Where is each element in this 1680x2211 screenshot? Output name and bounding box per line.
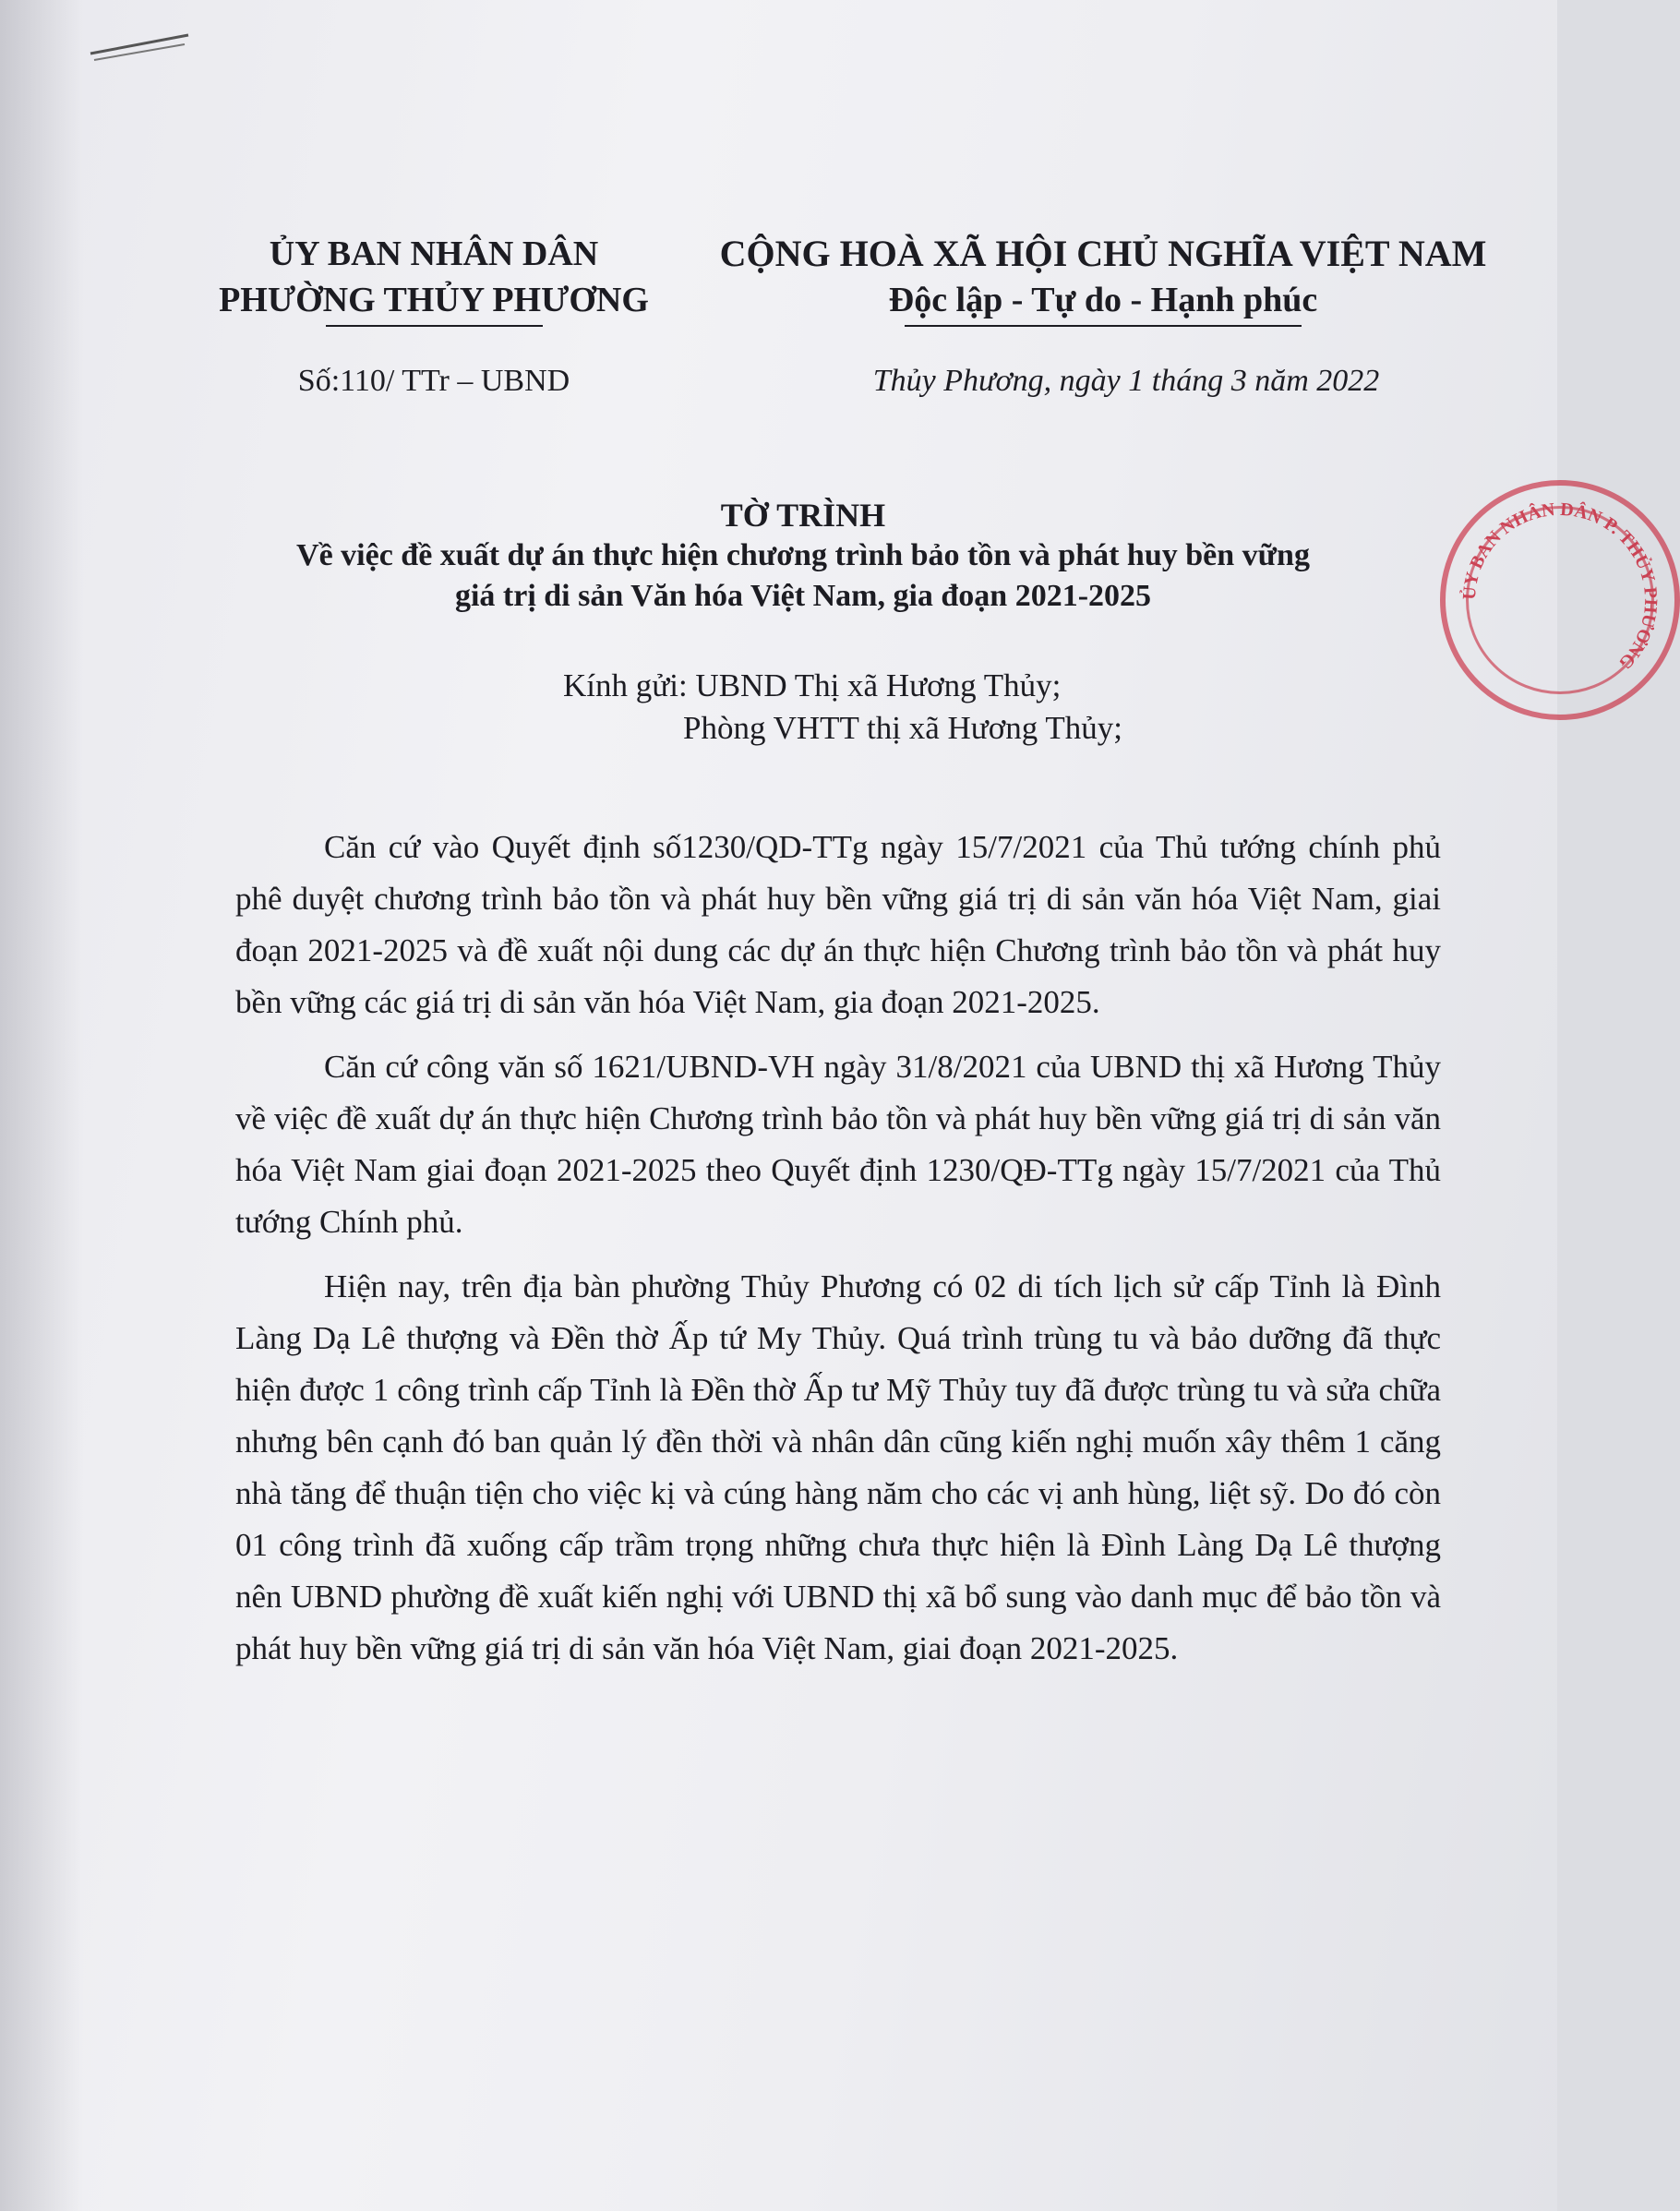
title-line-2: Về việc đề xuất dự án thực hiện chương trình bảo tồn và phát huy bền vững — [296, 538, 1310, 572]
authority-line-1: ỦY BAN NHÂN DÂN — [269, 234, 599, 273]
motto-underline — [905, 325, 1302, 327]
staple-mark — [85, 26, 196, 63]
body-paragraph-2: Căn cứ công văn số 1621/UBND-VH ngày 31/8/2021 của UBND thị xã Hương Thủy về việc đề xuất dự án thực hiện Chương trình bảo tồn và phát huy bền vững giá trị di sản văn hóa Việt Nam giai đoạn 2021-2025 theo Quyết định 1230/QĐ-TTg ngày 15/7/2021 của Thủ tướng Chính phủ. — [235, 1049, 1441, 1240]
recipient-line-1: Kính gửi: UBND Thị xã Hương Thủy; — [563, 667, 1062, 703]
document-title — [185, 495, 1422, 617]
document-date: Thủy Phương, ngày 1 tháng 3 năm 2022 — [872, 364, 1380, 398]
motto-line-2: Độc lập - Tự do - Hạnh phúc — [888, 281, 1318, 319]
title-line-3: giá trị di sản Văn hóa Việt Nam, gia đoạn 2021-2025 — [454, 579, 1152, 613]
motto-line-1: CỘNG HOÀ XÃ HỘI CHỦ NGHĨA VIỆT NAM — [719, 233, 1487, 274]
svg-text:ỦY BAN NHÂN DÂN P. THỦY PHƯƠNG — [1458, 499, 1662, 673]
recipients — [563, 665, 1486, 750]
official-seal — [1440, 480, 1680, 720]
body-paragraph-3: Hiện nay, trên địa bàn phường Thủy Phương có 02 di tích lịch sử cấp Tỉnh là Đình Làng Dạ Lê thượng và Đền thờ Ấp tứ My Thủy. Quá trình trùng tu và bảo dưỡng đã thực hiện được 1 công trình cấp Tỉnh là Đền thờ Ấp tư Mỹ Thủy tuy đã được trùng tu và sửa chữa nhưng bên cạnh đó ban quản lý đền thời và nhân dân cũng kiến nghị muốn xây thêm 1 căng nhà tăng để thuận tiện cho việc kị và cúng hàng năm cho các vị anh hùng, liệt sỹ. Do đó còn 01 công trình đã xuống cấp trầm trọng những chưa thực hiện là Đình Làng Dạ Lê thượng nên UBND phường đề xuất kiến nghị với UBND thị xã bổ sung vào danh mục để bảo tồn và phát huy bền vững giá trị di sản văn hóa Việt Nam, giai đoạn 2021-2025. — [235, 1268, 1441, 1666]
recipient-line-2: Phòng VHTT thị xã Hương Thủy; — [683, 710, 1122, 746]
body-paragraph-1: Căn cứ vào Quyết định số1230/QD-TTg ngày 15/7/2021 của Thủ tướng chính phủ phê duyệt chương trình bảo tồn và phát huy bền vững giá trị di sản văn hóa Việt Nam, giai đoạn 2021-2025 và đề xuất nội dung các dự án thực hiện Chương trình bảo tồn và phát huy bền vững các giá trị di sản văn hóa Việt Nam, gia đoạn 2021-2025. — [235, 829, 1441, 1020]
national-motto — [702, 231, 1505, 327]
authority-line-2: PHƯỜNG THỦY PHƯƠNG — [219, 281, 649, 319]
seal-text: ỦY BAN NHÂN DÂN P. THỦY PHƯƠNG — [1458, 499, 1662, 674]
page-shadow — [0, 0, 83, 2211]
document-number: Số:110/ TTr – UBND — [297, 364, 570, 398]
issuing-authority — [175, 231, 692, 327]
document-body — [235, 822, 1441, 1688]
authority-underline — [326, 325, 543, 327]
title-line-1: TỜ TRÌNH — [720, 497, 886, 534]
